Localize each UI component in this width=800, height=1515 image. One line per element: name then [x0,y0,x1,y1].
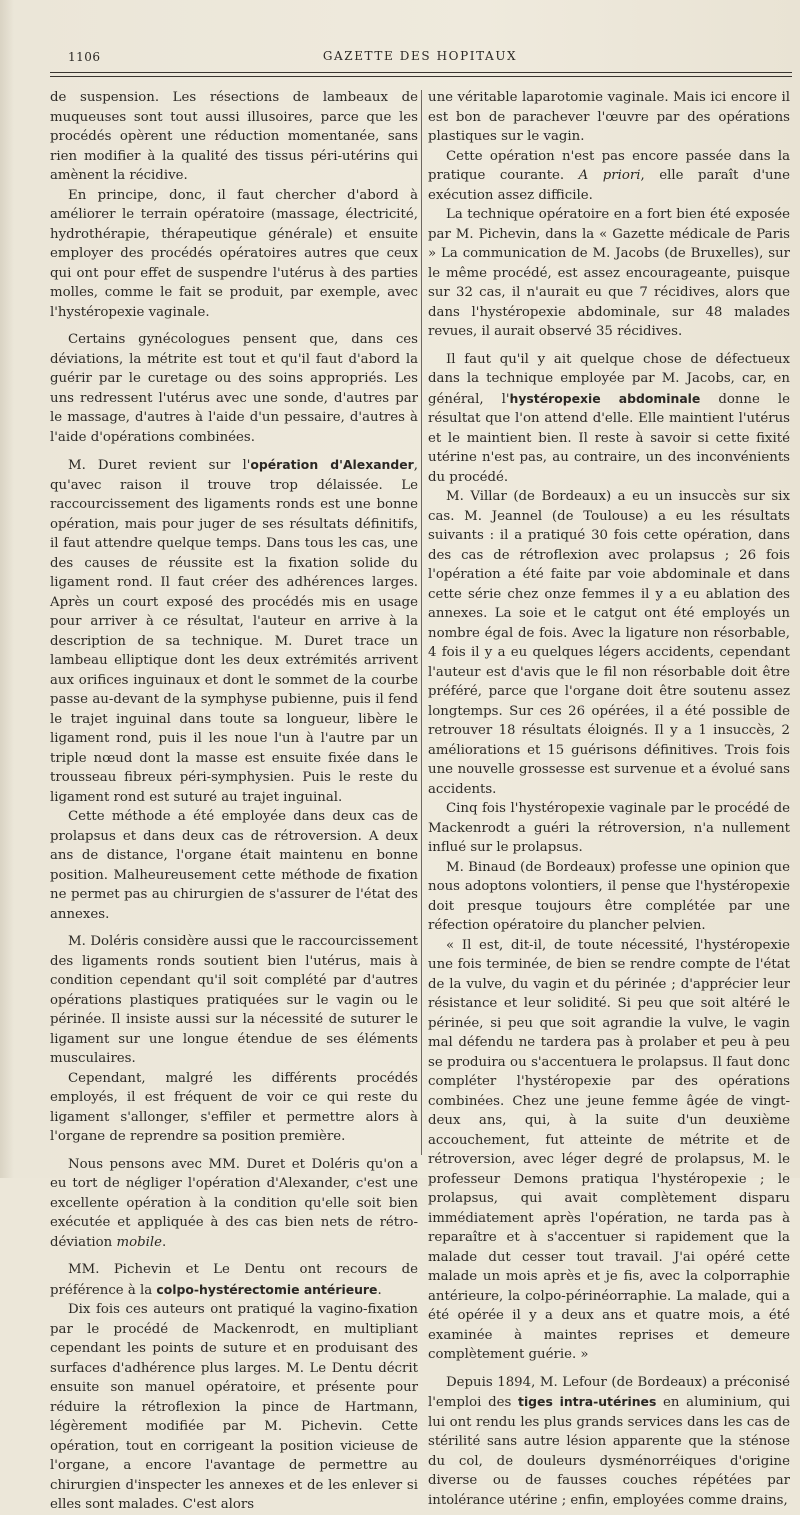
paragraph: Cinq fois l'hystéropexie vaginale par le procédé de Mackenrodt a guéri la rétroversion, n'a nullement influé sur le prolapsus. [428,801,790,855]
paragraph: « Il est, dit-il, de toute nécessité, l'hystéropexie une fois terminée, de bien se rendre compte de l'état de la vulve, du vagin et du périnée ; d'apprécier leur résistance et leur solidité. Si peu que soit altéré le périnée, si peu que soit agrandie la vulve, le vagin mal défendu ne tardera pas à prolaber et peu à peu se produira ou s'accentuera le prolapsus. Il faut donc compléter l'hystéropexie par des opérations combinées. Chez une jeune femme âgée de vingt-deux ans, qui, à la suite d'un deuxième accouchement, fut atteinte de métrite et de rétroversion, avec léger degré de prolapsus, M. le professeur Demons pratiqua l'hystéropexie ; le prolapsus, qui avait complètement disparu immédiatement après l'opération, ne tarda pas à reparaître et à s'accentuer si rapidement que la malade dut cesser tout travail. J'ai opéré cette malade un mois après et je fis, avec la colporraphie antérieure, la colpo-périnéorraphie. La malade, qui a été opérée il y a deux ans et quatre mois, a été examinée à maintes reprises et demeure complètement guérie. » [428,937,790,1362]
paragraph: En principe, donc, il faut chercher d'abord à améliorer le terrain opératoire (massage, électricité, hydrothérapie, thérapeutique générale) et ensuite employer des procédés opératoires autres que ceux qui ont pour effet de suspendre l'utérus à des parties molles, comme le fait se produit, par exemple, avec l'hystéropexie vaginale. [50,187,418,320]
italic-term: mobile [116,1234,162,1250]
italic-term: A priori [578,168,641,183]
paragraph [428,147,790,206]
bold-term: hystéropexie abdominale [509,390,701,406]
paragraph: Certains gynécologues pensent que, dans ces déviations, la métrite est tout et qu'il faut d'abord la guérir par le curetage ou des soins appropriés. Les uns redressent l'utérus avec une sonde, d'autres par le massage, d'autres à l'aide d'un pessaire, d'autres à l'aide d'opérations combinées. [50,332,418,445]
text-run: en aluminium, qui lui ont rendu les plus grands services dans les cas de stérilité sans autre lésion apparente que la sténose du col, de douleurs dysménorréiques d'origine diverse ou de fausses couches répétées par intolérance utérine ; enfin, employées comme drains, [428,1395,790,1508]
text-run: Cette opération n'est pas encore passée dans la pratique courante. [428,148,790,183]
header-rule-thick [50,72,792,73]
left-column [50,88,418,1512]
page-number: 1106 [68,50,101,64]
text-run: , qu'avec raison il trouve trop délaissée. Le raccourcissement des ligaments ronds est une bonne opération, mais pour juger de ses résultats définitifs, il faut attendre quelque temps. Dans tous les cas, une des causes de réussite est la fixation solide du ligament rond. Il faut créer des adhérences larges. Après un court exposé des procédés mis en usage pour arriver à ce résultat, l'auteur en arrive à la description de sa technique. M. Duret trace un lambeau elliptique dont les deux extrémités arrivent aux orifices inguinaux et dont le sommet de la courbe passe au-devant de la symphyse pubienne, puis il fend le trajet inguinal dans toute sa longueur, libère le ligament rond, puis il les noue l'un à l'autre par un triple nœud dont la masse est ensuite fixée dans le trousseau fibreux péri-symphysien. Puis le reste du ligament rond est suturé au trajet inguinal. [50,458,418,805]
paragraph: M. Villar (de Bordeaux) a eu un insuccès sur six cas. M. Jeannel (de Toulouse) a eu les résultats suivants : il a pratiqué 30 fois cette opération, dans des cas de rétroflexion avec prolapsus ; 26 fois l'opération a été faite par voie abdominale et dans cette série chez onze femmes il y a eu ablation des annexes. La soie et le catgut ont été employés un nombre égal de fois. Avec la ligature non résorbable, 4 fois il y a eu quelques légers accidents, cependant l'auteur est d'avis que le fil non résorbable doit être préféré, parce que l'organe doit être soutenu assez longtemps. Sur ces 26 opérées, il a été possible de retrouver 18 résultats éloignés. Il y a 1 insuccès, 2 améliorations et 15 guérisons définitives. Trois fois une nouvelle grossesse est survenue et a évolué sans accidents. [428,489,790,797]
bold-term: colpo-hystérectomie antérieure [156,1281,378,1297]
paragraph: de suspension. Les résections de lambeaux de muqueuses sont tout aussi illusoires, parce que les procédés opèrent une réduction momentanée, sans rien modifier à la qualité des tissus péri-utérins qui amènent la récidive. [50,90,418,183]
journal-title: GAZETTE DES HOPITAUX [322,49,518,63]
bold-term: tiges intra-utérines [518,1394,657,1409]
text-run: Nous pensons avec MM. Duret et Doléris qu'on a eu tort de négliger l'opération d'Alexander, c'est une excellente opération à la condition qu'elle soit bien exécutée et appliquée à des cas bien nets de rétro-déviation [50,1156,418,1250]
paragraph [50,1260,418,1300]
text-run: . [377,1282,382,1298]
text-run: . [161,1234,167,1250]
column-divider [421,90,422,1155]
text-run: Depuis 1894, M. Lefour (de Bordeaux) a préconisé l'emploi des [428,1374,790,1410]
paragraph: Dix fois ces auteurs ont pratiqué la vagino-fixation par le procédé de Mackenrodt, en multipliant cependant les points de suture et en produisant des surfaces d'adhérence plus larges. M. Le Dentu décrit ensuite son manuel opératoire, et présente pour réduire la rétroflexion la pince de Hartmann, légèrement modifiée par M. Pichevin. Cette opération, tout en corrigeant la position vicieuse de l'organe, a encore l'avantage de permettre au chirurgien d'inspecter les annexes et de les enlever si elles sont malades. C'est alors [50,1302,418,1512]
paragraph: M. Binaud (de Bordeaux) professe une opinion que nous adoptons volontiers, il pense que l'hystéropexie doit presque toujours être complétée par une réfection opératoire du plancher pelvien. [428,859,790,933]
text-run: MM. Pichevin et Le Dentu ont recours de préférence à la [50,1262,418,1298]
text-run: , elle paraît d'une exécution assez difficile. [428,168,790,203]
text-run: M. Duret revient sur l' [68,458,251,473]
text-run: Il faut qu'il y ait quelque chose de défectueux dans la technique employée par M. Jacobs, car, en général, l' [428,351,790,407]
paragraph: Cependant, malgré les différents procédés employés, il est fréquent de voir ce qui reste du ligament s'allonger, s'effiler et permettre alors à l'organe de reprendre sa position première. [50,1070,418,1144]
paragraph [428,1373,790,1511]
bold-term: opération d'Alexander [250,457,414,472]
header-rule-thin [50,76,792,77]
paragraph [428,350,790,488]
running-header [50,46,790,68]
paragraph: Cette méthode a été employée dans deux cas de prolapsus et dans deux cas de rétroversion. A deux ans de distance, l'organe était maintenu en bonne position. Malheureusement cette méthode de fixation ne permet pas au chirurgien de s'assurer de l'état des annexes. [50,809,418,922]
paragraph: La technique opératoire en a fort bien été exposée par M. Pichevin, dans la « Gazette médicale de Paris » La communication de M. Jacobs (de Bruxelles), sur le même procédé, est assez encourageante, puisque sur 32 cas, il n'aurait eu que 7 récidives, alors que dans l'hystéropexie abdominale, sur 48 malades revues, il aurait observé 35 récidives. [428,207,790,339]
paragraph: une véritable laparotomie vaginale. Mais ici encore il est bon de parachever l'œuvre par des opérations plastiques sur le vagin. [428,90,790,144]
paragraph [50,455,418,807]
paragraph: M. Doléris considère aussi que le raccourcissement des ligaments ronds soutient bien l'utérus, mais à condition cependant qu'il soit complété par d'autres opérations plastiques pratiquées sur le vagin ou le périnée. Il insiste aussi sur la nécessité de suturer le ligament sur une longue étendue de ses éléments musculaires. [50,934,418,1066]
text-run: donne le résultat que l'on attend d'elle. Elle maintient l'utérus et le maintient bien. Il reste à savoir si cette fixité utérine n'est pas, au contraire, un des inconvénients du procédé. [428,391,790,485]
paragraph [50,1155,418,1253]
right-column [428,88,790,1508]
